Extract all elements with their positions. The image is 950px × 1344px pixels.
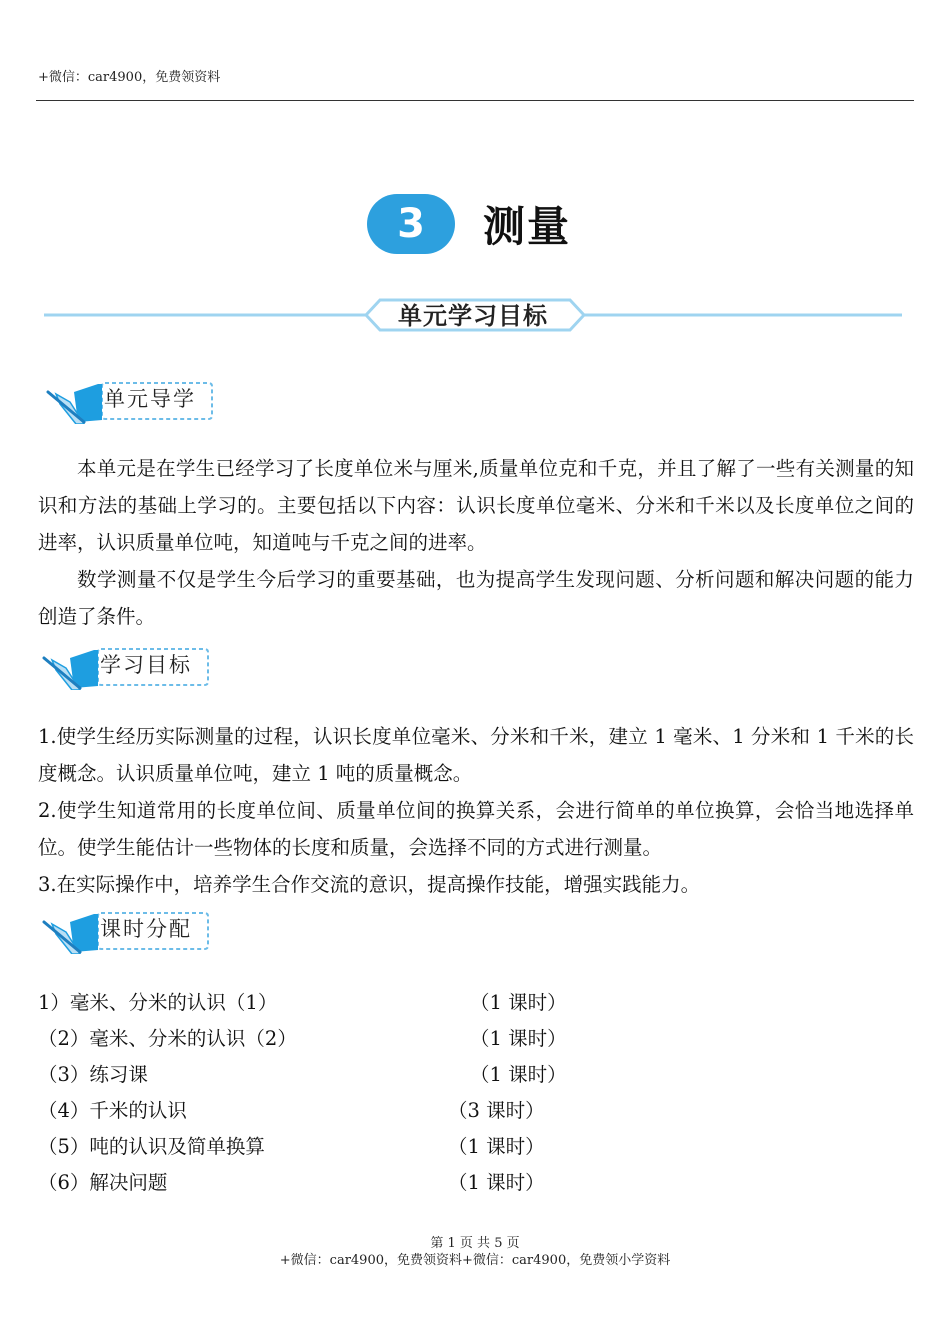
schedule-item: （4）千米的认识 xyxy=(38,1099,187,1122)
schedule-hours: （1 课时） xyxy=(448,1171,545,1194)
header-note: +微信：car4900，免费领资料 xyxy=(38,70,221,85)
schedule-hours: （1 课时） xyxy=(448,1135,545,1158)
schedule-hours: （1 课时） xyxy=(470,1027,567,1050)
schedule-item: 1）毫米、分米的认识（1） xyxy=(38,991,278,1014)
unit-goals-banner xyxy=(44,296,902,336)
chapter-number-badge: 3 xyxy=(367,194,455,254)
objective-2: 2.使学生知道常用的长度单位间、质量单位间的换算关系，会进行简单的单位换算，会恰当地选择单位。使学生能估计一些物体的长度和质量，会选择不同的方式进行测量。 xyxy=(38,799,914,859)
intro-paragraph-1: 本单元是在学生已经学习了长度单位米与厘米,质量单位克和千克，并且了解了一些有关测量的知识和方法的基础上学习的。主要包括以下内容：认识长度单位毫米、分米和千米以及长度单位之间的进率，认识质量单位吨，知道吨与千克之间的进率。 xyxy=(38,457,914,554)
section-title: 学习目标 xyxy=(100,653,192,677)
unit-goals-title: 单元学习目标 xyxy=(398,302,548,330)
chapter-heading xyxy=(367,192,571,256)
schedule-item: （2）毫米、分米的认识（2） xyxy=(38,1027,297,1050)
schedule-item: （3）练习课 xyxy=(38,1063,148,1086)
section-tag-guide xyxy=(44,380,216,422)
footer-note: +微信：car4900，免费领资料+微信：car4900，免费领小学资料 xyxy=(279,1253,671,1268)
intro-paragraph-2: 数学测量不仅是学生今后学习的重要基础，也为提高学生发现问题、分析问题和解决问题的能力创造了条件。 xyxy=(38,568,914,628)
schedule-item: （6）解决问题 xyxy=(38,1171,168,1194)
section-title: 课时分配 xyxy=(100,917,192,941)
objective-3: 3.在实际操作中，培养学生合作交流的意识，提高操作技能，增强实践能力。 xyxy=(38,873,701,896)
schedule-hours: （1 课时） xyxy=(470,991,567,1014)
schedule-hours: （3 课时） xyxy=(448,1099,545,1122)
schedule-hours: （1 课时） xyxy=(470,1063,567,1086)
footer-page-number: 第 1 页 共 5 页 xyxy=(430,1236,520,1251)
chapter-title: 测量 xyxy=(483,202,572,251)
section-tag-objectives xyxy=(40,646,212,688)
section-title: 单元导学 xyxy=(104,387,196,411)
section-tag-schedule xyxy=(40,910,212,952)
header-rule xyxy=(36,100,914,101)
schedule-item: （5）吨的认识及简单换算 xyxy=(38,1135,265,1158)
objective-1: 1.使学生经历实际测量的过程，认识长度单位毫米、分米和千米，建立 1 毫米、1 分米和 1 千米的长度概念。认识质量单位吨，建立 1 吨的质量概念。 xyxy=(38,725,914,785)
